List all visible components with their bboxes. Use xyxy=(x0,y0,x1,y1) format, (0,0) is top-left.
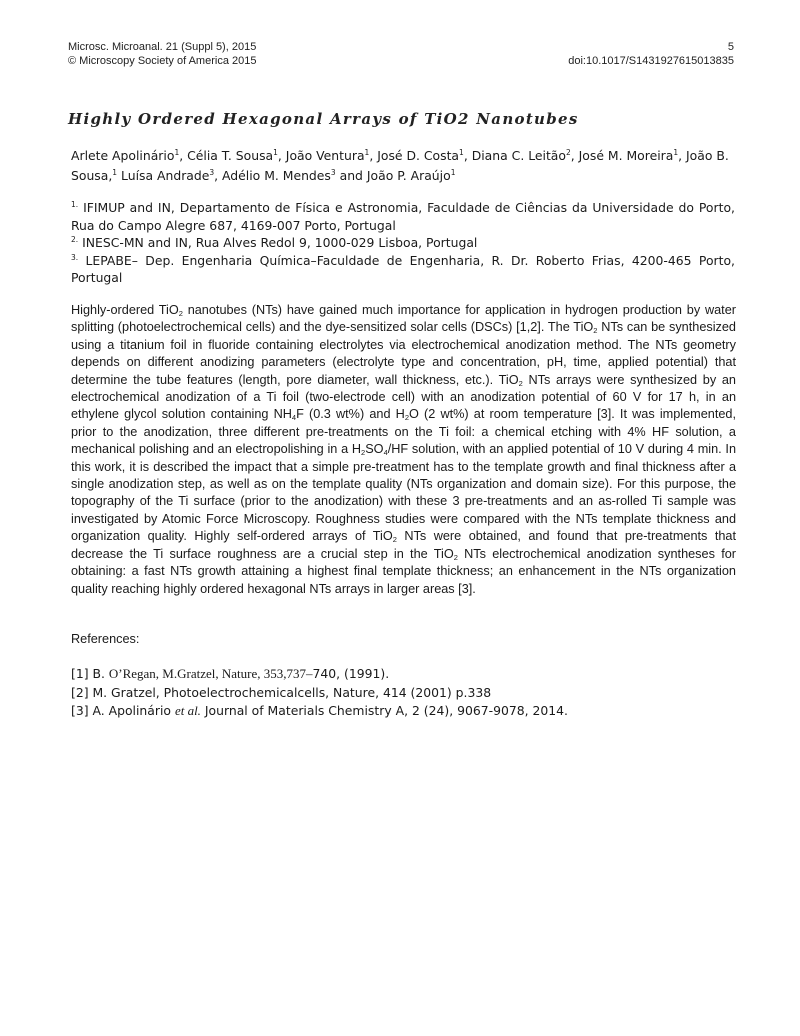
abstract-text: F (0.3 wt%) and H xyxy=(296,407,405,422)
author-name: Luísa Andrade xyxy=(121,168,210,183)
page-number: 5 xyxy=(727,41,734,53)
doi-line: doi:10.1017/S1431927615013835 xyxy=(568,54,734,67)
reference-serif-text: O’Regan, M.Gratzel, Nature, 353,737– xyxy=(108,666,313,681)
affiliation-list xyxy=(71,199,735,287)
author-affiliation-mark: 1 xyxy=(273,148,278,157)
reference-list xyxy=(71,665,736,721)
author-list: Arlete Apolinário$^1$, Célia T. Sousa$^1$, João Ventura$^1$, José D. Costa$^1$, Diana C. Leitão$^2$, José M. Moreira$^1$, João B. Sousa,$^1$ Luísa Andrade$^3$, Adélio M. Mendes$^3$ and João P. Araújo$^1$ xyxy=(71,148,729,183)
running-header-left xyxy=(68,41,256,68)
author-name: João Ventura xyxy=(285,148,365,163)
reference-label: [1] B. xyxy=(71,666,109,681)
chemical-subscript: 2 xyxy=(593,326,598,336)
author-name: Célia T. Sousa xyxy=(187,148,274,163)
affiliation-number: 1. xyxy=(71,200,79,209)
chemical-subscript: 2 xyxy=(178,309,183,318)
abstract-text: Highly-ordered TiO xyxy=(71,303,179,317)
author-affiliation-mark: 1 xyxy=(673,148,679,157)
author-affiliation-mark: 1 xyxy=(174,148,180,157)
chemical-subscript: 4 xyxy=(383,448,388,458)
reference-item xyxy=(71,684,736,703)
reference-label: [2] M. Gratzel, Photoelectrochemicalcells, Nature, 414 (2001) p.338 xyxy=(71,684,492,700)
author-name: João P. Araújo xyxy=(366,168,451,183)
author-affiliation-mark: 1 xyxy=(364,148,370,157)
abstract-text: NTs can be synthesized using a titanium foil in fluoride containing electrolytes via electrochemical anodization method. The NTs geometry depends on different anodizing parameters (electrolyte type and concentration, pH, time, applied potential) that determine the tube features (length, pore diameter, wall thickness, etc.). TiO xyxy=(71,320,736,387)
copyright-line: © Microscopy Society of America 2015 xyxy=(68,54,257,67)
chemical-subscript: 4 xyxy=(291,413,297,423)
affiliation xyxy=(71,199,735,234)
author-name: Adélio M. Mendes xyxy=(222,168,331,183)
reference-item xyxy=(71,665,736,684)
author-name: José M. Moreira xyxy=(578,148,674,163)
reference-label: [3] A. Apolinário xyxy=(71,703,175,718)
author-affiliation-mark: 1 xyxy=(450,168,456,177)
chemical-subscript: 2 xyxy=(361,448,366,458)
affiliation-text: IFIMUP and IN, Departamento de Física e Astronomia, Faculdade de Ciências da Universidade do Porto, Rua do Campo Alegre 687, 4169-007 Porto, Portugal xyxy=(71,200,735,233)
chemical-subscript: 2 xyxy=(404,413,409,423)
abstract-text: nanotubes (NTs) have gained much importance for application in hydrogen production by water splitting (photoelectrochemical cells) and the dye-sensitized solar cells (DSCs) [1,2]. The TiO xyxy=(71,303,736,335)
journal-citation: Microsc. Microanal. 21 (Suppl 5), 2015 xyxy=(68,41,257,53)
running-header-right xyxy=(568,41,734,68)
chemical-subscript: 2 xyxy=(518,378,523,388)
affiliation-text: LEPABE– Dep. Engenharia Química–Faculdade de Engenharia, R. Dr. Roberto Frias, 4200-465 Porto, Portugal xyxy=(71,252,735,286)
author-name: José D. Costa xyxy=(377,148,460,163)
chemical-subscript: 2 xyxy=(392,535,397,545)
affiliation xyxy=(71,252,735,287)
author-affiliation-mark: 1 xyxy=(112,168,118,177)
author-affiliation-mark: 3 xyxy=(330,168,336,177)
abstract-text: NTs were obtained, and found that pre-treatments that decrease the Ti surface roughness are a crucial step in the TiO xyxy=(71,529,736,561)
abstract-text: NTs electrochemical anodization syntheses for obtaining: a fast NTs growth attaining a highest final template thickness; an enhancement in the NTs organization quality reaching highly ordered hexagonal NTs arrays in larger areas [3]. xyxy=(71,546,736,596)
author-name: Diana C. Leitão xyxy=(471,148,566,163)
reference-italic-text: et al. xyxy=(174,703,201,718)
author-affiliation-mark: 1 xyxy=(459,148,464,157)
reference-text: 740, (1991). xyxy=(312,666,390,681)
reference-text: Journal of Materials Chemistry A, 2 (24), 9067-9078, 2014. xyxy=(200,703,568,718)
abstract-text: O (2 wt%) at room temperature [3]. It was implemented, prior to the anodization, three different pre-treatments on the Ti foil: a chemical etching with 4% HF solution, a mechanical polishing and an electropolishing in a H xyxy=(71,407,736,457)
affiliation-text: INESC-MN and IN, Rua Alves Redol 9, 1000-029 Lisboa, Portugal xyxy=(78,235,478,251)
author-affiliation-mark: 2 xyxy=(565,148,571,157)
paper-title: Highly Ordered Hexagonal Arrays of TiO2 Nanotubes xyxy=(68,110,579,128)
author-affiliation-mark: 3 xyxy=(209,168,215,177)
affiliation-number: 3. xyxy=(71,252,79,262)
affiliation xyxy=(71,234,735,252)
author-name: Arlete Apolinário xyxy=(71,148,175,163)
reference-item xyxy=(71,702,736,721)
author-name: João B. Sousa, xyxy=(71,148,729,183)
abstract-text: NTs arrays were synthesized by an electrochemical anodization of a Ti foil (two-electrode cell) with an anodization potential of 60 V for 17 h, in an ethylene glycol solution containing NH xyxy=(71,372,736,422)
abstract-text: /HF solution, with an applied potential of 10 V during 4 min. In this work, it is described the impact that a simple pre-treatment has to the template growth and final thickness after a single anodization step, as well as on the template quality (NTs organization and domain size). For this purpose, the topography of the Ti surface (prior to the anodization) with these 3 pre-treatments and an as-rolled Ti sample was investigated by Atomic Force Microscopy. Roughness studies were compared with the NTs template thickness and organization quality. Highly self-ordered arrays of TiO xyxy=(71,442,737,544)
affiliation-number: 2. xyxy=(71,235,79,245)
abstract-text: SO xyxy=(365,442,384,457)
references-heading: References: xyxy=(71,632,140,646)
abstract-body xyxy=(71,302,736,598)
chemical-subscript: 2 xyxy=(453,552,458,562)
